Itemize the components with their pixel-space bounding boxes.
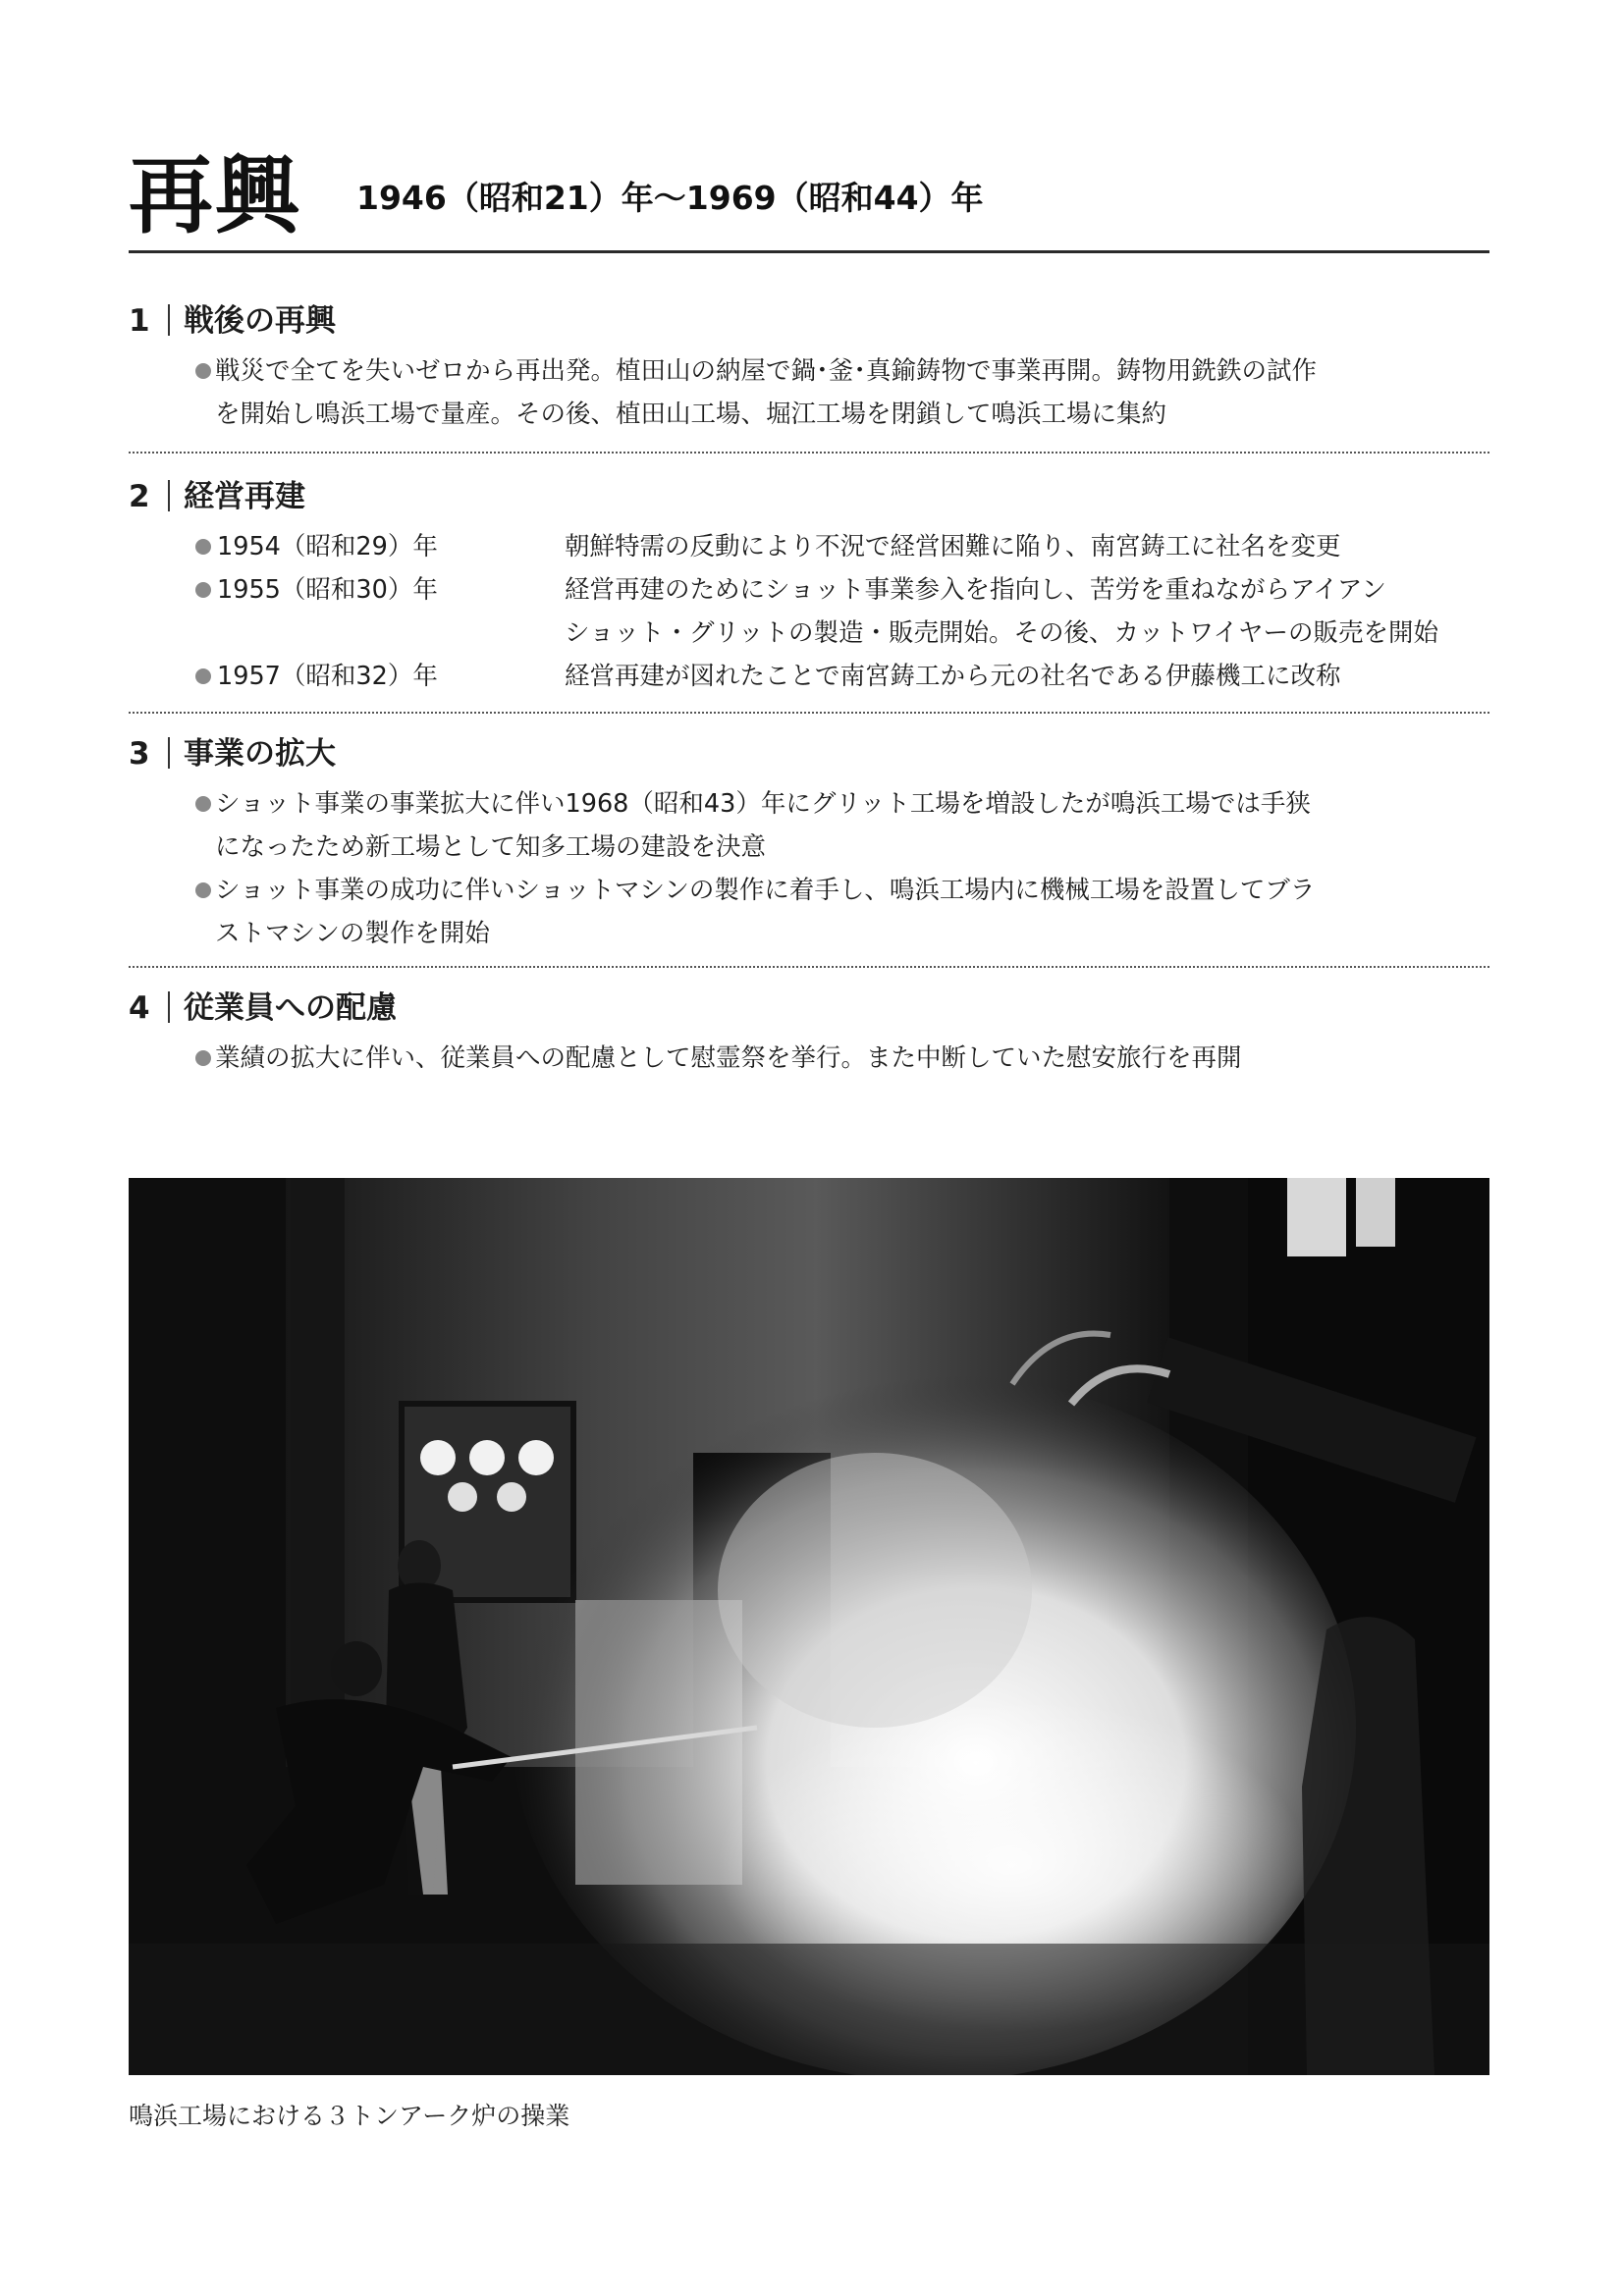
- bullet-line: ストマシンの製作を開始: [215, 919, 490, 948]
- photo-caption: 鳴浜工場における３トンアーク炉の操業: [129, 2102, 570, 2130]
- bullet-line: ショット事業の事業拡大に伴い1968（昭和43）年にグリット工場を増設したが鳴浜工場では手狭: [215, 789, 1311, 819]
- bullet-dot-icon: [195, 668, 211, 684]
- timeline-row-continuation: [195, 612, 1489, 655]
- section-number: 1: [129, 303, 150, 339]
- section-title: 事業の拡大: [184, 736, 336, 772]
- timeline-text: 経営再建が図れたことで南宮鋳工から元の社名である伊藤機工に改称: [565, 662, 1341, 691]
- section-title: 経営再建: [184, 479, 305, 514]
- section-separator-bar: [168, 304, 170, 336]
- bullet-dot-icon: [195, 582, 211, 598]
- section-divider: [129, 966, 1489, 968]
- section-title: 従業員への配慮: [184, 990, 397, 1026]
- bullet-line: 戦災で全てを失いゼロから再出発。植田山の納屋で鍋･釜･真鍮鋳物で事業再開。鋳物用銑鉄の試作: [215, 356, 1318, 386]
- section-separator-bar: [168, 480, 170, 511]
- section-divider: [129, 712, 1489, 714]
- period-subtitle: 1946（昭和21）年〜1969（昭和44）年: [356, 179, 984, 217]
- bullet-dot-icon: [195, 796, 211, 812]
- arc-furnace-photo-illustration: [129, 1178, 1489, 2075]
- timeline-date: 1957（昭和32）年: [217, 662, 438, 691]
- section-separator-bar: [168, 737, 170, 769]
- section-number: 2: [129, 479, 150, 514]
- timeline-date: 1955（昭和30）年: [217, 575, 438, 605]
- bullet-line: 業績の拡大に伴い、従業員への配慮として慰霊祭を挙行。また中断していた慰安旅行を再開: [215, 1043, 1242, 1073]
- section-number: 3: [129, 736, 150, 772]
- section-heading: [129, 477, 305, 516]
- bullet-line: ショット事業の成功に伴いショットマシンの製作に着手し、鳴浜工場内に機械工場を設置してブラ: [215, 876, 1316, 905]
- factory-photo: [129, 1178, 1489, 2075]
- bullet-line: になったため新工場として知多工場の建設を決意: [215, 832, 767, 862]
- timeline-text: 朝鮮特需の反動により不況で経営困難に陥り、南宮鋳工に社名を変更: [565, 532, 1341, 561]
- bullet-line: を開始し鳴浜工場で量産。その後、植田山工場、堀江工場を閉鎖して鳴浜工場に集約: [215, 400, 1167, 429]
- section-heading: [129, 988, 397, 1028]
- timeline-text: 経営再建のためにショット事業参入を指向し、苦労を重ねながらアイアン: [565, 575, 1386, 605]
- timeline-text: ショット・グリットの製造・販売開始。その後、カットワイヤーの販売を開始: [565, 618, 1438, 648]
- bullet-dot-icon: [195, 539, 211, 555]
- section-title: 戦後の再興: [184, 303, 336, 339]
- timeline-row: [195, 568, 1489, 612]
- bullet-dot-icon: [195, 882, 211, 898]
- section-heading: [129, 301, 336, 341]
- timeline-date: 1954（昭和29）年: [217, 532, 438, 561]
- section-number: 4: [129, 990, 150, 1026]
- section-heading: [129, 734, 336, 774]
- bullet-dot-icon: [195, 1050, 211, 1066]
- section-divider: [129, 452, 1489, 454]
- section-separator-bar: [168, 991, 170, 1023]
- page-header: [129, 147, 1489, 253]
- timeline-row: [195, 655, 1489, 698]
- timeline-row: [195, 525, 1489, 568]
- page-title: 再興: [129, 146, 301, 245]
- bullet-dot-icon: [195, 363, 211, 379]
